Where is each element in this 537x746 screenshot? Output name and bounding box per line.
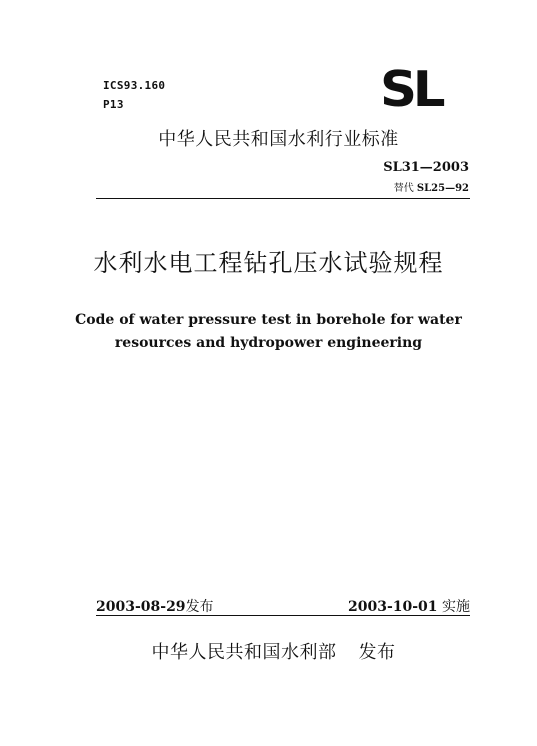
chinese-title: 水利水电工程钻孔压水试验规程: [93, 249, 444, 277]
english-title-line-1: Code of water pressure test in borehole for water: [75, 312, 462, 328]
implementation-label: 实施: [442, 599, 470, 615]
implementation-date-block: [348, 596, 470, 616]
sl-logo: SL: [379, 61, 442, 118]
issue-label: 发布: [185, 599, 214, 615]
replaced-standard-code: SL25—92: [416, 183, 469, 194]
english-title-line-2: resources and hydropower engineering: [114, 335, 423, 351]
standard-number: SL31—2003: [383, 160, 469, 175]
implementation-date: 2003-10-01: [347, 599, 438, 615]
english-title: [0, 309, 537, 355]
issuing-ministry: 中华人民共和国水利部: [151, 642, 337, 663]
issuing-authority: [0, 638, 537, 664]
issuing-label: 发布: [358, 642, 396, 663]
classification-code: P13: [103, 98, 124, 111]
bottom-divider: [96, 615, 470, 616]
issue-date: 2003-08-29: [96, 599, 186, 615]
ics-code: ICS93.160: [103, 79, 166, 92]
replaces-label: 替代: [393, 183, 414, 194]
standard-category: 中华人民共和国水利行业标准: [158, 129, 399, 150]
replaces-note: [394, 179, 469, 194]
top-divider: [96, 198, 470, 199]
issue-date-block: [96, 596, 214, 616]
